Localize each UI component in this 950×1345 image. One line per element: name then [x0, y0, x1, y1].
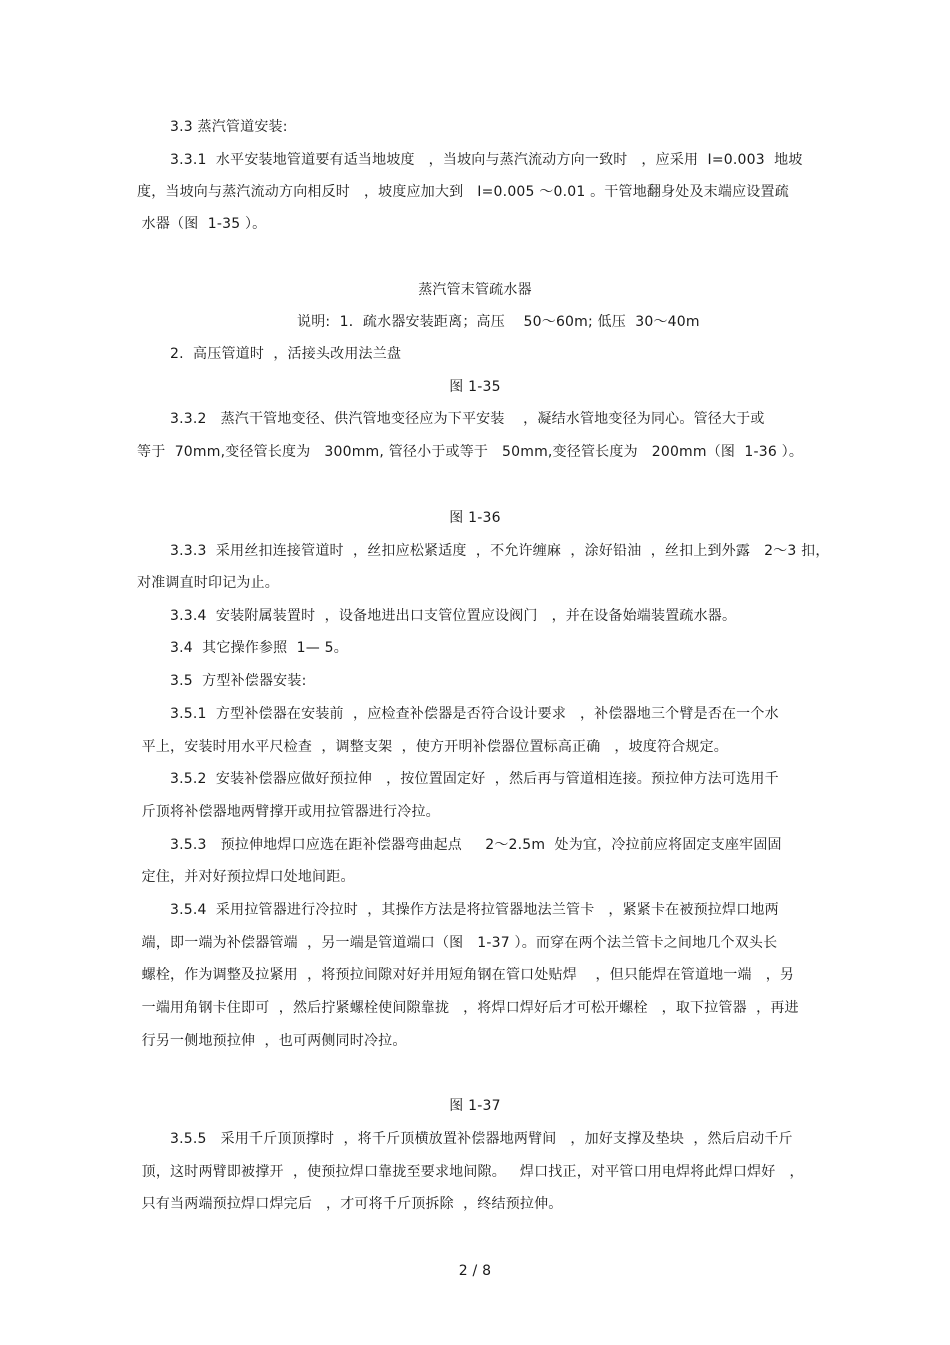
paragraph-line: 平上，安装时用水平尺检查 ，调整支架 ，使方开明补偿器位置标高正确 ，坡度符合规定。 [137, 739, 728, 755]
section-heading-3-4: 3.4 其它操作参照 1— 5。 [170, 640, 348, 656]
figure-label-1-35: 图 1-35 [449, 379, 501, 395]
paragraph-line: 对准调直时印记为止。 [137, 575, 279, 591]
paragraph-line: 3.5.4 采用拉管器进行冷拉时 ，其操作方法是将拉管器地法兰管卡 ，紧紧卡在被预拉焊口地两 [170, 902, 779, 918]
figure-note-item: 2. 高压管道时 ，活接头改用法兰盘 [170, 346, 402, 362]
paragraph-line: 3.3.2 蒸汽干管地变径、供汽管地变径应为下平安装 ，凝结水管地变径为同心。管径大于或 [170, 411, 765, 427]
paragraph-line: 3.5.2 安装补偿器应做好预拉伸 ，按位置固定好 ，然后再与管道相连接。预拉伸方法可选用千 [170, 771, 779, 787]
paragraph-line: 只有当两端预拉焊口焊完后 ，才可将千斤顶拆除 ，终结预拉伸。 [137, 1196, 563, 1212]
paragraph-line: 行另一侧地预拉伸 ，也可两侧同时冷拉。 [137, 1033, 407, 1049]
paragraph-line: 3.5.5 采用千斤顶顶撑时 ，将千斤顶横放置补偿器地两臂间 ，加好支撑及垫块 ，然后启动千斤 [170, 1131, 793, 1147]
paragraph-line: 等于 70mm,变径管长度为 300mm, 管径小于或等于 50mm,变径管长度为 200mm（图 1-36 ）。 [137, 444, 804, 460]
figure-caption-title: 蒸汽管末管疏水器 [418, 282, 532, 298]
paragraph-line: 端，即一端为补偿器管端 ，另一端是管道端口（图 1-37 ）。而穿在两个法兰管卡之间地几个双头长 [137, 935, 778, 951]
figure-label-1-36: 图 1-36 [449, 510, 501, 526]
paragraph-line: 3.3.3 采用丝扣连接管道时 ，丝扣应松紧适度 ，不允许缠麻 ，涂好铅油 ，丝扣上到外露 2～3 扣， [170, 543, 830, 559]
section-heading-3-5: 3.5 方型补偿器安装: [170, 673, 307, 689]
paragraph-line: 3.5.1 方型补偿器在安装前 ，应检查补偿器是否符合设计要求 ，补偿器地三个臂是否在一个水 [170, 706, 779, 722]
figure-note: 说明: 1．疏水器安装距离；高压 50～60m; 低压 30～40m [297, 314, 700, 330]
paragraph-line: 3.3.4 安装附属装置时 ，设备地进出口支管位置应设阀门 ，并在设备始端装置疏水器。 [170, 608, 737, 624]
figure-label-1-37: 图 1-37 [449, 1098, 501, 1114]
page-number: 2 / 8 [458, 1263, 492, 1279]
paragraph-line: 度，当坡向与蒸汽流动方向相反时 ，坡度应加大到 I=0.005 ～0.01 。干管地翻身处及末端应设置疏 [137, 184, 789, 200]
paragraph-line: 一端用角钢卡住即可 ，然后拧紧螺栓使间隙靠拢 ，将焊口焊好后才可松开螺栓 ，取下拉管器 ，再进 [137, 1000, 799, 1016]
section-heading-3-3: 3.3 蒸汽管道安装: [170, 119, 288, 135]
paragraph-line: 斤顶将补偿器地两臂撑开或用拉管器进行冷拉。 [137, 804, 440, 820]
paragraph-line: 水器（图 1-35 ）。 [137, 216, 267, 232]
paragraph-line: 顶，这时两臂即被撑开 ，使预拉焊口靠拢至要求地间隙。 焊口找正，对平管口用电焊将此焊口焊好 ， [137, 1164, 804, 1180]
paragraph-line: 3.3.1 水平安装地管道要有适当地坡度 ，当坡向与蒸汽流动方向一致时 ，应采用 I=0.003 地坡 [170, 152, 803, 168]
paragraph-line: 3.5.3 预拉伸地焊口应选在距补偿器弯曲起点 2～2.5m 处为宜，冷拉前应将固定支座牢固固 [170, 837, 782, 853]
paragraph-line: 定住，并对好预拉焊口处地间距。 [137, 869, 355, 885]
paragraph-line: 螺栓，作为调整及拉紧用 ，将预拉间隙对好并用短角钢在管口处贴焊 ，但只能焊在管道地一端 ，另 [137, 967, 795, 983]
